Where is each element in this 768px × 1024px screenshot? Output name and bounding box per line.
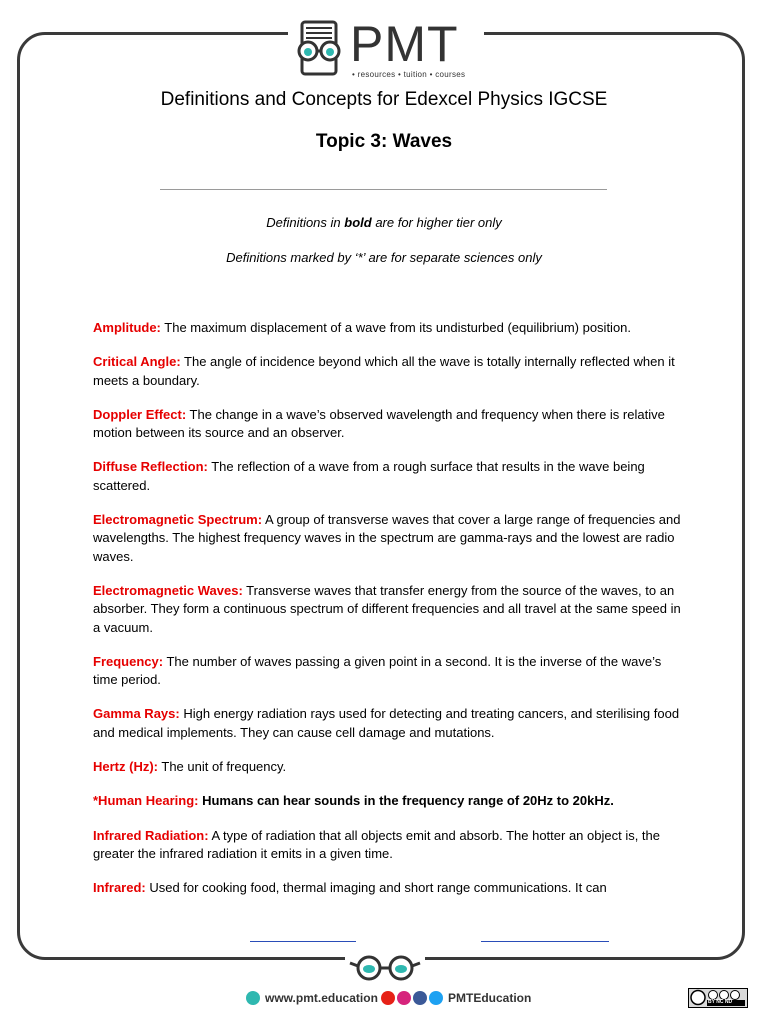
cursor-icon bbox=[246, 991, 260, 1005]
note-suffix: are for higher tier only bbox=[371, 215, 502, 230]
hyperlink-underline[interactable] bbox=[250, 941, 356, 942]
twitter-icon[interactable] bbox=[429, 991, 443, 1005]
definition-text: The change in a wave’s observed wavelength and frequency when there is relative motion between its source and an observer. bbox=[93, 406, 665, 441]
definition-text: The angle of incidence beyond which all the wave is totally internally reflected when it meets a boundary. bbox=[93, 354, 675, 388]
logo-text: PMT bbox=[350, 16, 459, 72]
higher-tier-note bbox=[0, 215, 768, 231]
definition-infrared bbox=[93, 879, 683, 897]
facebook-icon[interactable] bbox=[413, 991, 427, 1005]
note-bold-word: bold bbox=[344, 215, 372, 230]
footer bbox=[0, 988, 768, 1008]
definition-text: High energy radiation rays used for detecting and treating cancers, and sterilising food and medical implements. They can cause cell damage and mutations. bbox=[93, 706, 680, 740]
website-text: www.pmt.education bbox=[265, 991, 378, 1005]
definition-text: Transverse waves that transfer energy from the source of the waves, to an absorber. They form a continuous spectrum of different frequencies and all travel at the same speed in a vacuum. bbox=[93, 582, 681, 635]
social-links[interactable] bbox=[381, 988, 531, 1008]
definition-em-spectrum bbox=[93, 511, 683, 566]
glasses-icon bbox=[345, 953, 425, 983]
definition-diffuse-reflection bbox=[93, 458, 683, 495]
divider bbox=[160, 189, 607, 190]
definition-text: The maximum displacement of a wave from its undisturbed (equilibrium) position. bbox=[160, 320, 632, 335]
definition-frequency bbox=[93, 653, 683, 690]
definition-critical-angle bbox=[93, 353, 683, 390]
definition-text: The number of waves passing a given point in a second. It is the inverse of the wave’s time period. bbox=[93, 653, 662, 688]
definition-term: Doppler Effect: bbox=[93, 406, 187, 422]
definition-term: Infrared Radiation: bbox=[93, 827, 209, 843]
definition-term: Electromagnetic Waves: bbox=[93, 582, 243, 598]
definition-infrared-radiation bbox=[93, 827, 683, 864]
note-prefix: Definitions in bbox=[266, 215, 345, 230]
hyperlink-underline[interactable] bbox=[481, 941, 609, 942]
definition-term: Electromagnetic Spectrum: bbox=[93, 512, 263, 528]
definition-human-hearing bbox=[93, 792, 683, 810]
definition-text: A group of transverse waves that cover a large range of frequencies and wavelengths. The highest frequency waves in the spectrum are gamma-rays and the lowest are radio waves. bbox=[93, 512, 681, 564]
logo-tagline: • resources • tuition • courses bbox=[352, 70, 466, 79]
definition-amplitude bbox=[93, 319, 683, 337]
separate-sciences-note: Definitions marked by ‘*’ are for separate sciences only bbox=[226, 250, 542, 265]
definition-gamma-rays bbox=[93, 705, 683, 742]
definition-term: *Human Hearing: bbox=[93, 793, 199, 809]
definition-term: Critical Angle: bbox=[93, 354, 181, 370]
instagram-icon[interactable] bbox=[397, 991, 411, 1005]
website-link[interactable] bbox=[246, 988, 378, 1008]
definition-term: Amplitude: bbox=[93, 320, 161, 335]
definition-hertz bbox=[93, 758, 683, 776]
social-handle: PMTEducation bbox=[448, 991, 532, 1005]
definition-text: Humans can hear sounds in the frequency range of 20Hz to 20kHz. bbox=[198, 793, 614, 809]
definition-term: Hertz (Hz): bbox=[93, 759, 158, 775]
definition-text: The reflection of a wave from a rough surface that results in the wave being scattered. bbox=[93, 459, 645, 493]
youtube-icon[interactable] bbox=[381, 991, 395, 1005]
bottom-glasses-mark bbox=[345, 953, 425, 983]
topic-heading: Topic 3: Waves bbox=[315, 131, 453, 152]
document-title: Definitions and Concepts for Edexcel Physics IGCSE bbox=[160, 89, 608, 110]
book-glasses-icon bbox=[288, 18, 348, 80]
definition-doppler-effect bbox=[93, 406, 683, 443]
definition-text: The unit of frequency. bbox=[158, 759, 287, 775]
definitions-list bbox=[93, 319, 683, 914]
definition-em-waves bbox=[93, 582, 683, 637]
pmt-logo bbox=[288, 16, 484, 82]
creative-commons-badge bbox=[688, 988, 748, 1008]
definition-term: Gamma Rays: bbox=[93, 706, 180, 722]
definition-term: Diffuse Reflection: bbox=[93, 459, 208, 475]
definition-term: Infrared: bbox=[93, 880, 146, 896]
cc-license-text: BY NC ND bbox=[708, 999, 733, 1005]
definition-term: Frequency: bbox=[93, 653, 164, 669]
definition-text: A type of radiation that all objects emit and absorb. The hotter an object is, the greater the infrared radiation it emits in a given time. bbox=[93, 827, 661, 861]
definition-text: Used for cooking food, thermal imaging and short range communications. It can bbox=[145, 880, 607, 896]
